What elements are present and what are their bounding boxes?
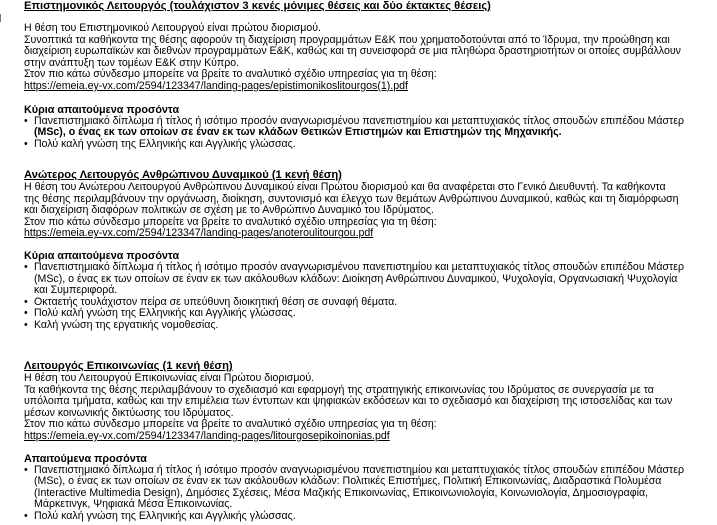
paragraph-line: Συνοπτικά τα καθήκοντα της θέσης αφορούν τη διαχείριση προγραμμάτων Ε&Κ που χρηματοδοτούνται από το Ίδρυμα, την προώθηση και [24,33,670,46]
list-item-line: • Πολύ καλή γνώση της Ελληνικής και Αγγλικής γλώσσας. [34,307,296,320]
requirements-title: Κύρια απαιτούμενα προσόντα [24,103,180,116]
paragraph-line: Η θέση του Λειτουργού Επικοινωνίας είναι Πρώτου διορισμού. [24,372,315,384]
page-edge-mark [0,14,9,22]
requirements-title: Απαιτούμενα προσόντα [24,452,147,465]
section-hr-officer [24,169,712,332]
list-item-line: (MSc), ο ένας εκ των οποίων σε έναν εκ των ακόλουθων κλάδων: Διοίκηση Ανθρώπινου Δυναμικού, Ψυχολογία, Οργανωσιακή Ψυχολογία [34,272,678,285]
list-item-line: • Καλή γνώση της εργατικής νομοθεσίας. [34,318,219,331]
list-item-line: (MSc), ο ένας εκ των οποίων σε έναν εκ των κλάδων Θετικών Επιστημών και Επιστημών της Μηχανικής. [34,126,562,139]
paragraph-line: στην ανάπτυξη των τομέων Ε&Κ στην Κύπρο. [24,56,240,69]
list-item [24,116,712,139]
plan-link[interactable]: https://emeia.ey-vx.com/2594/123347/landing-pages/anoteroulitourgou.pdf [24,227,374,240]
section-title: Επιστημονικός Λειτουργός (τουλάχιστον 3 κενές μόνιμες θέσεις και δύο έκτακτες θέσεις) [24,0,491,12]
list-item-line: • Πανεπιστημιακό δίπλωμα ή τίτλος ή ισότιμο προσόν αναγνωρισμένου πανεπιστημίου και μεταπτυχιακός τίτλος σπουδών επιπέδου Μάστερ [34,260,684,273]
list-item-line: • Πανεπιστημιακό δίπλωμα ή τίτλος ή ισότιμο προσόν αναγνωρισμένου πανεπιστημίου και μεταπτυχιακός τίτλος σπουδών επιπέδου Μάστερ [34,463,684,476]
paragraph-line: Η θέση του Ανώτερου Λειτουργού Ανθρώπινου Δυναμικού είναι Πρώτου διορισμού και θα αναφέρεται στο Γενικό Διευθυντή. Τα καθήκοντα [24,181,666,193]
list-item-line: • Πανεπιστημιακό δίπλωμα ή τίτλος ή ισότιμο προσόν αναγνωρισμένου πανεπιστημίου και μεταπτυχιακός τίτλος σπουδών επιπέδου Μάστερ [34,114,684,127]
list-item [24,511,712,523]
paragraph-line: Η θέση του Επιστημονικού Λειτουργού είναι πρώτου διορισμού. [24,22,321,34]
section-title: Ανώτερος Λειτουργός Ανθρώπινου Δυναμικού (1 κενή θέση) [24,169,342,181]
list-item [24,139,712,151]
plan-link[interactable]: https://emeia.ey-vx.com/2594/123347/landing-pages/epistimonikoslitourgos(1).pdf [24,79,408,92]
list-item [24,465,712,511]
requirements-list [24,262,712,332]
list-item-line: Μάρκετινγκ, Ψηφιακά Μέσα Επικοινωνίας. [34,498,233,511]
paragraph-line: υπόλοιπα τμήματα, καθώς και την επιμέλεια των έντυπων και ψηφιακών εκδόσεων και το σχεδιασμό και διαχείριση της ιστοσελίδας και των [24,395,673,408]
section-scientific-officer [24,0,712,150]
paragraph-line: Στον πιο κάτω σύνδεσμο μπορείτε να βρείτε το αναλυτικό σχέδιο υπηρεσίας για τη θέση: [24,215,437,228]
paragraph-line: της θέσης περιλαμβάνουν την οργάνωση, διοίκηση, συντονισμό και έλεγχο των θεμάτων Ανθρώπινου Δυναμικού, καθώς και τη διαμόρφωση [24,192,679,205]
list-item [24,320,712,332]
paragraph-line: Στον πιο κάτω σύνδεσμο μπορείτε να βρείτε το αναλυτικό σχέδιο υπηρεσίας για τη θέση: [24,68,437,81]
requirements-list [24,465,712,523]
list-item-line: • Πολύ καλή γνώση της Ελληνικής και Αγγλικής γλώσσας. [34,509,296,522]
requirements-list [24,116,712,151]
paragraph-line: μέσων κοινωνικής δικτύωσης του Ιδρύματος. [24,406,234,419]
section-title: Λειτουργός Επικοινωνίας (1 κενή θέση) [24,360,233,372]
paragraph-line: διαχείριση ευρωπαϊκών και διεθνών προγραμμάτων Ε&Κ, καθώς και τη συνεισφορά σε μια πληθώρα δραστηριοτήτων οι οποίες συμβάλλουν [24,45,681,58]
paragraph-line: και διαχείριση διαφόρων πολιτικών σε σχέση με το Ανθρώπινο Δυναμικό του Ιδρύματος. [24,204,434,217]
list-item [24,262,712,297]
list-item-line: • Πολύ καλή γνώση της Ελληνικής και Αγγλικής γλώσσας. [34,137,296,150]
plan-link[interactable]: https://emeia.ey-vx.com/2594/123347/landing-pages/litourgosepikoinonias.pdf [24,429,390,442]
list-item-line: (MSc), ο ένας εκ των οποίων σε έναν εκ των ακόλουθων κλάδων: Πολιτικές Επιστήμες, Πολιτική Επικοινωνίας, Διαδραστικά Πολυμέσα [34,475,662,488]
section-communications-officer [24,360,712,523]
list-item-line: και Συμπεριφορά. [34,284,118,297]
paragraph-line: Στον πιο κάτω σύνδεσμο μπορείτε να βρείτε το αναλυτικό σχέδιο υπηρεσίας για τη θέση: [24,418,437,431]
requirements-title: Κύρια απαιτούμενα προσόντα [24,249,180,262]
list-item-line: (Interactive Multimedia Design), Δημόσιες Σχέσεις, Μέσα Μαζικής Επικοινωνίας, Επικοινωνιολογία, Κοινωνιολογία, Δημοσιογραφία, [34,486,649,499]
paragraph-line: Τα καθήκοντα της θέσης περιλαμβάνουν το σχεδιασμό και εφαρμογή της στρατηγικής επικοινωνίας του Ιδρύματος σε συνεργασία με τα [24,383,654,396]
list-item-line: • Οκταετής τουλάχιστον πείρα σε υπεύθυνη διοικητική θέση σε συναφή θέματα. [34,295,398,308]
